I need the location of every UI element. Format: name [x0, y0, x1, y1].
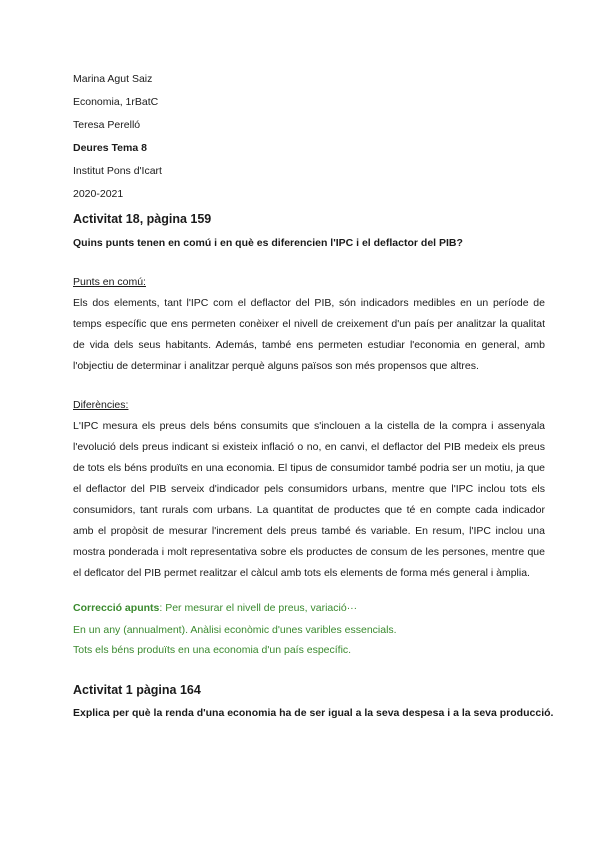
differences-paragraph: L'IPC mesura els preus dels béns consumits que s'inclouen a la cistella de la compra i assenyala l'evolució dels preus indicant si existeix inflació o no, en canvi, el deflactor del PIB medeix els preus de tots els béns produïts en una economia. El tipus de consumidor també podria ser un motiu, ja que el deflactor del PIB serveix d'indicador pels consumidors urbans, mentre que l'IPC inclou tots els consumidors, tant rurals com urbans. La quantitat de productes que té en compte cada indicador amb el propòsit de mesurar l'increment dels preus també és variable. En resum, l'IPC inclou una mostra ponderada i molt representativa sobre els productes de consum de les persones, mentre que el deflcator del PIB permet realitzar el càlcul amb tots els elements de forma més general i àmplia.: [73, 420, 545, 579]
common-points-paragraph: Els dos elements, tant l'IPC com el deflactor del PIB, són indicadors medibles en un període de temps específic que ens permeten conèixer el nivell de creixement d'un país per analitzar la qualitat de vida dels seus habitants. Además, també ens permeten estudiar l'economia en general, amb l'objectiu de determinar i analitzar perquè alguns països son més propensos que altres.: [73, 297, 545, 372]
correction-line-1: [73, 598, 545, 619]
assignment-title: Deures Tema 8: [73, 142, 147, 154]
activity-18-question: Quins punts tenen en comú i en què es diferencien l'IPC i el deflactor del PIB?: [73, 237, 463, 249]
activity-1-title: Activitat 1 pàgina 164: [73, 683, 201, 697]
school-name: Institut Pons d'Icart: [73, 165, 162, 177]
correction-text-1: : Per mesurar el nivell de preus, variació···: [159, 602, 358, 614]
differences-heading: Diferències:: [73, 399, 129, 411]
school-year: 2020-2021: [73, 188, 124, 200]
correction-label: Correcció apunts: [73, 602, 160, 614]
teacher-name: Teresa Perelló: [73, 119, 141, 131]
correction-line-2: En un any (annualment). Anàlisi econòmic d'unes varibles essencials.: [73, 624, 397, 636]
activity-18-title: Activitat 18, pàgina 159: [73, 212, 212, 226]
common-points-heading: Punts en comú:: [73, 276, 146, 288]
activity-1-question: Explica per què la renda d'una economia ha de ser igual a la seva despesa i a la seva producció.: [73, 707, 554, 719]
author-name: Marina Agut Saiz: [73, 73, 153, 85]
correction-line-3: Tots els béns produïts en una economia d'un país específic.: [73, 644, 352, 656]
course-name: Economia, 1rBatC: [73, 96, 159, 108]
